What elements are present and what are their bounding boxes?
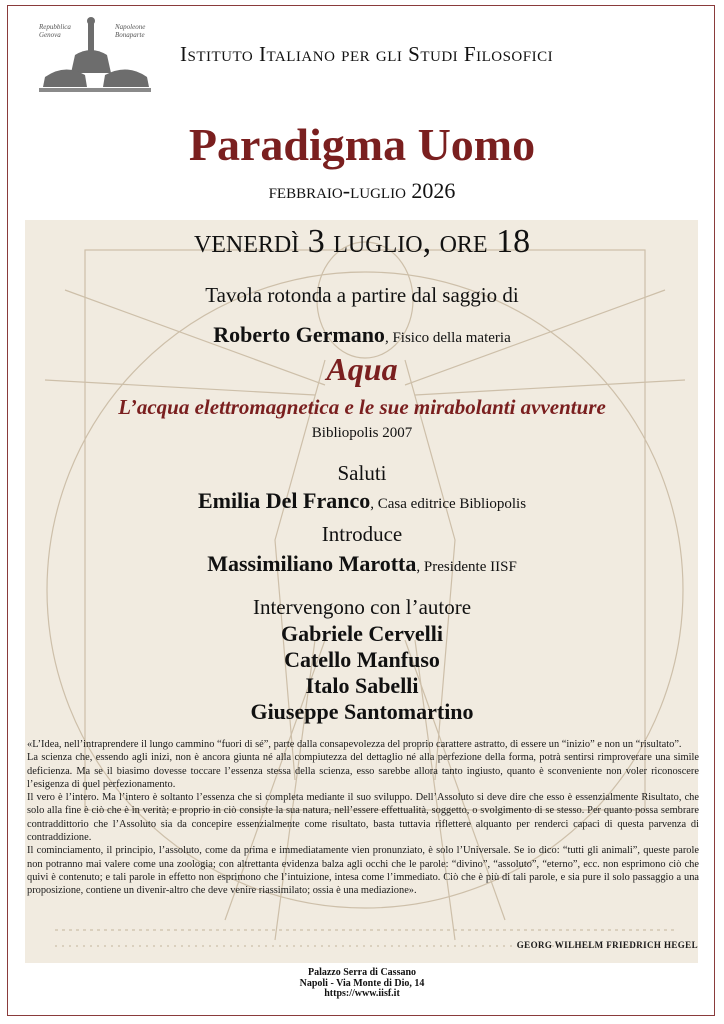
- book-publisher: Bibliopolis 2007: [311, 425, 413, 441]
- greetings-role: , Casa editrice Bibliopolis: [370, 496, 527, 512]
- quote-paragraph: Il cominciamento, il principio, l’assoluto, come da prima e immediatamente vien pronunziato, è solo l’Universale. Se io dico: “tutti gli animali”, queste parole non potranno mai valere come una zoologia; con altrettanta evidenza balza agli occhi che le parole: “divino”, “assoluto”, “eterno”, ecc. non esprimono ciò che quivi è contenuto; e tali parole in effetto non esprimono che l’intuizione, intesa come l’immediato. Ciò che è più di tali parole, e sia pure il solo passaggio a una proposizione, contiene un divenir-altro che deve venire riassimilato; ossia è una mediazione».: [27, 845, 699, 897]
- speaker-name: Italo Sabelli: [305, 673, 419, 698]
- logo-caption-right-1: Napoleone: [115, 23, 146, 31]
- quote-paragraph: Il vero è l’intero. Ma l’intero è soltanto l’essenza che si completa mediante il suo sviluppo. Dell’Assoluto si deve dire che esso è essenzialmente Risultato, che solo alla fine è ciò che è in verità; e proprio in ciò consiste la sua natura, nell’essere effettualità, soggetto, o svolgimento di se stesso. Per quanto possa sembrare contraddittorio che l’Assoluto sia da concepire essenzialmente come risultato, basta tuttavia riflettere alquanto per renderci capaci di questa parvenza di contraddizione.: [27, 792, 699, 844]
- logo-caption-right-2: Bonaparte: [115, 31, 145, 39]
- event-datetime: venerdì 3 luglio, ore 18: [193, 223, 531, 260]
- institute-logo: [35, 15, 155, 97]
- book-title: Aqua: [326, 351, 398, 387]
- logo-caption-left-1: Repubblica: [39, 23, 71, 31]
- greetings-line: [0, 488, 724, 514]
- introduction-label: Introduce: [321, 522, 403, 546]
- round-table-intro: Tavola rotonda a partire dal saggio di: [205, 283, 519, 307]
- greetings-label: Saluti: [337, 461, 387, 485]
- book-subtitle: L’acqua elettromagnetica e le sue mirabolanti avventure: [118, 395, 606, 419]
- introduction-line: [0, 551, 724, 577]
- book-author-name: Roberto Germano: [213, 322, 385, 347]
- series-period: febbraio-luglio 2026: [268, 178, 456, 203]
- hegel-quote: [27, 738, 699, 898]
- venue-footer: [0, 968, 724, 1000]
- speaker-name: Catello Manfuso: [284, 647, 440, 672]
- introduction-role: , Presidente IISF: [416, 559, 517, 575]
- venue-website-link[interactable]: https://www.iisf.it: [324, 988, 400, 999]
- book-author-role: , Fisico della materia: [384, 330, 511, 346]
- venue-address: Napoli - Via Monte di Dio, 14: [299, 977, 425, 989]
- quote-paragraph: «L’Idea, nell’intraprendere il lungo cammino “fuori di sé”, parte dalla consapevolezza del proprio carattere astratto, di essere un “inizio” e non un “risultato”.: [27, 739, 682, 750]
- speaker-name: Gabriele Cervelli: [281, 621, 443, 646]
- introduction-name: Massimiliano Marotta: [207, 551, 417, 576]
- quote-author: GEORG WILHELM FRIEDRICH HEGEL: [516, 940, 698, 950]
- book-author-line: [0, 322, 724, 348]
- venue-name: Palazzo Serra di Cassano: [307, 967, 417, 978]
- greetings-name: Emilia Del Franco: [197, 488, 371, 513]
- quote-paragraph: La scienza che, essendo agli inizi, non è ancora giunta né alla compiutezza del dettaglio né alla perfezione della forma, potrà sentirsi rimproverare una simile deficienza. Ma se il biasimo dovesse toccare l’essenza stessa della scienza, esso sarebbe allora tanto ingiusto, quanto è sconveniente non voler riconoscere l’esigenza di quel perfezionamento.: [27, 752, 699, 790]
- speakers-label: Intervengono con l’autore: [252, 595, 472, 619]
- institute-name: Istituto Italiano per gli Studi Filosofici: [180, 42, 554, 66]
- speaker-name: Giuseppe Santomartino: [250, 699, 474, 724]
- series-title: Paradigma Uomo: [188, 119, 536, 170]
- logo-caption-left-2: Genova: [39, 31, 61, 39]
